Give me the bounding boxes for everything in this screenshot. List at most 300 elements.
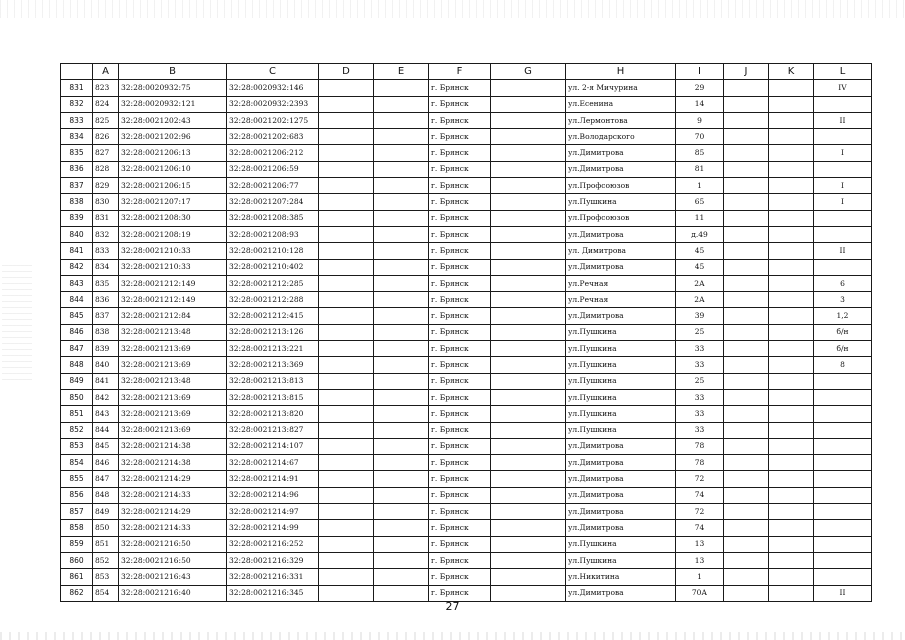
- table-cell[interactable]: [374, 438, 429, 454]
- table-cell[interactable]: 25: [676, 373, 724, 389]
- table-cell[interactable]: [724, 357, 769, 373]
- table-cell[interactable]: ул.Пушкина: [566, 536, 676, 552]
- table-cell[interactable]: 78: [676, 438, 724, 454]
- table-cell[interactable]: 72: [676, 471, 724, 487]
- table-cell[interactable]: г. Брянск: [429, 569, 491, 585]
- table-cell[interactable]: 32:28:0021214:29: [119, 504, 227, 520]
- table-cell[interactable]: г. Брянск: [429, 341, 491, 357]
- table-cell[interactable]: [374, 96, 429, 112]
- table-cell[interactable]: 32:28:0020932:2393: [227, 96, 319, 112]
- table-cell[interactable]: [491, 585, 566, 601]
- table-cell[interactable]: ул.Профсоюзов: [566, 178, 676, 194]
- table-cell[interactable]: [769, 373, 814, 389]
- column-header[interactable]: K: [769, 64, 814, 80]
- table-cell[interactable]: [491, 406, 566, 422]
- column-header[interactable]: J: [724, 64, 769, 80]
- table-cell[interactable]: 81: [676, 161, 724, 177]
- table-cell[interactable]: [769, 145, 814, 161]
- row-number[interactable]: 835: [61, 145, 93, 161]
- table-cell[interactable]: [374, 145, 429, 161]
- table-cell[interactable]: I: [814, 194, 872, 210]
- table-cell[interactable]: [374, 487, 429, 503]
- row-number[interactable]: 852: [61, 422, 93, 438]
- table-cell[interactable]: [814, 471, 872, 487]
- table-cell[interactable]: г. Брянск: [429, 210, 491, 226]
- table-cell[interactable]: 32:28:0021214:38: [119, 438, 227, 454]
- table-cell[interactable]: [814, 406, 872, 422]
- table-cell[interactable]: [724, 389, 769, 405]
- table-cell[interactable]: ул. 2-я Мичурина: [566, 80, 676, 96]
- table-cell[interactable]: [374, 585, 429, 601]
- table-cell[interactable]: г. Брянск: [429, 324, 491, 340]
- table-cell[interactable]: 70А: [676, 585, 724, 601]
- table-cell[interactable]: ул.Профсоюзов: [566, 210, 676, 226]
- table-cell[interactable]: [319, 357, 374, 373]
- table-cell[interactable]: [724, 210, 769, 226]
- table-cell[interactable]: [374, 324, 429, 340]
- table-cell[interactable]: 13: [676, 536, 724, 552]
- table-cell[interactable]: [769, 161, 814, 177]
- table-cell[interactable]: 32:28:0021214:67: [227, 455, 319, 471]
- row-number[interactable]: 842: [61, 259, 93, 275]
- table-cell[interactable]: 841: [93, 373, 119, 389]
- table-cell[interactable]: 827: [93, 145, 119, 161]
- table-cell[interactable]: 32:28:0021206:13: [119, 145, 227, 161]
- table-cell[interactable]: 32:28:0021214:38: [119, 455, 227, 471]
- table-cell[interactable]: ул.Пушкина: [566, 373, 676, 389]
- table-cell[interactable]: 1: [676, 569, 724, 585]
- table-cell[interactable]: [491, 552, 566, 568]
- table-cell[interactable]: 32:28:0021202:43: [119, 112, 227, 128]
- table-cell[interactable]: [769, 80, 814, 96]
- table-cell[interactable]: г. Брянск: [429, 406, 491, 422]
- table-cell[interactable]: [491, 210, 566, 226]
- table-cell[interactable]: г. Брянск: [429, 504, 491, 520]
- table-cell[interactable]: [491, 471, 566, 487]
- table-cell[interactable]: 45: [676, 243, 724, 259]
- table-cell[interactable]: [724, 422, 769, 438]
- table-cell[interactable]: 844: [93, 422, 119, 438]
- table-cell[interactable]: г. Брянск: [429, 129, 491, 145]
- table-cell[interactable]: [374, 194, 429, 210]
- table-cell[interactable]: 25: [676, 324, 724, 340]
- table-cell[interactable]: [374, 389, 429, 405]
- table-cell[interactable]: 32:28:0021206:59: [227, 161, 319, 177]
- table-cell[interactable]: г. Брянск: [429, 357, 491, 373]
- table-cell[interactable]: 32:28:0021213:815: [227, 389, 319, 405]
- table-cell[interactable]: [491, 275, 566, 291]
- table-cell[interactable]: [374, 226, 429, 242]
- table-cell[interactable]: [769, 585, 814, 601]
- table-cell[interactable]: [319, 406, 374, 422]
- table-cell[interactable]: 32:28:0021212:149: [119, 275, 227, 291]
- table-cell[interactable]: 33: [676, 357, 724, 373]
- table-cell[interactable]: [769, 259, 814, 275]
- table-cell[interactable]: 74: [676, 520, 724, 536]
- table-cell[interactable]: [724, 324, 769, 340]
- table-cell[interactable]: [769, 308, 814, 324]
- table-cell[interactable]: [724, 308, 769, 324]
- table-cell[interactable]: 32:28:0021213:827: [227, 422, 319, 438]
- table-cell[interactable]: 32:28:0021213:69: [119, 389, 227, 405]
- row-number[interactable]: 846: [61, 324, 93, 340]
- table-cell[interactable]: [319, 487, 374, 503]
- row-number[interactable]: 854: [61, 455, 93, 471]
- table-cell[interactable]: [769, 129, 814, 145]
- table-cell[interactable]: [319, 389, 374, 405]
- table-cell[interactable]: [769, 455, 814, 471]
- table-cell[interactable]: 32:28:0021216:252: [227, 536, 319, 552]
- table-cell[interactable]: [374, 471, 429, 487]
- table-cell[interactable]: [769, 389, 814, 405]
- table-cell[interactable]: [724, 406, 769, 422]
- table-cell[interactable]: 45: [676, 259, 724, 275]
- table-cell[interactable]: г. Брянск: [429, 80, 491, 96]
- row-number[interactable]: 853: [61, 438, 93, 454]
- table-cell[interactable]: [319, 471, 374, 487]
- table-cell[interactable]: г. Брянск: [429, 178, 491, 194]
- table-cell[interactable]: [814, 422, 872, 438]
- row-number[interactable]: 861: [61, 569, 93, 585]
- column-header[interactable]: D: [319, 64, 374, 80]
- table-cell[interactable]: 837: [93, 308, 119, 324]
- row-number[interactable]: 851: [61, 406, 93, 422]
- table-cell[interactable]: ул.Пушкина: [566, 406, 676, 422]
- table-cell[interactable]: [724, 259, 769, 275]
- table-cell[interactable]: ул.Пушкина: [566, 389, 676, 405]
- table-cell[interactable]: ул.Димитрова: [566, 308, 676, 324]
- table-cell[interactable]: 32:28:0021213:48: [119, 373, 227, 389]
- table-cell[interactable]: [374, 520, 429, 536]
- table-cell[interactable]: 85: [676, 145, 724, 161]
- table-cell[interactable]: [491, 569, 566, 585]
- table-cell[interactable]: [319, 226, 374, 242]
- table-cell[interactable]: [724, 112, 769, 128]
- table-cell[interactable]: [319, 259, 374, 275]
- table-cell[interactable]: г. Брянск: [429, 389, 491, 405]
- table-cell[interactable]: [724, 455, 769, 471]
- table-cell[interactable]: 2А: [676, 275, 724, 291]
- row-number[interactable]: 834: [61, 129, 93, 145]
- table-cell[interactable]: 824: [93, 96, 119, 112]
- table-cell[interactable]: 1: [676, 178, 724, 194]
- table-cell[interactable]: [319, 341, 374, 357]
- table-cell[interactable]: [769, 178, 814, 194]
- table-cell[interactable]: 78: [676, 455, 724, 471]
- table-cell[interactable]: 32:28:0021208:93: [227, 226, 319, 242]
- table-cell[interactable]: 32:28:0020932:146: [227, 80, 319, 96]
- table-cell[interactable]: [724, 569, 769, 585]
- row-number[interactable]: 839: [61, 210, 93, 226]
- table-cell[interactable]: [814, 210, 872, 226]
- table-cell[interactable]: 70: [676, 129, 724, 145]
- table-cell[interactable]: [319, 80, 374, 96]
- table-cell[interactable]: 32:28:0021212:84: [119, 308, 227, 324]
- table-cell[interactable]: г. Брянск: [429, 243, 491, 259]
- row-number[interactable]: 832: [61, 96, 93, 112]
- table-cell[interactable]: 32:28:0021216:50: [119, 536, 227, 552]
- table-cell[interactable]: [491, 389, 566, 405]
- table-cell[interactable]: 32:28:0021214:99: [227, 520, 319, 536]
- table-cell[interactable]: 32:28:0021214:107: [227, 438, 319, 454]
- table-cell[interactable]: [814, 389, 872, 405]
- table-cell[interactable]: [769, 438, 814, 454]
- table-cell[interactable]: 32:28:0021213:813: [227, 373, 319, 389]
- table-cell[interactable]: 823: [93, 80, 119, 96]
- table-cell[interactable]: 835: [93, 275, 119, 291]
- table-cell[interactable]: 32:28:0021213:69: [119, 406, 227, 422]
- table-cell[interactable]: г. Брянск: [429, 292, 491, 308]
- table-cell[interactable]: [769, 112, 814, 128]
- row-number[interactable]: 841: [61, 243, 93, 259]
- table-cell[interactable]: 33: [676, 389, 724, 405]
- table-cell[interactable]: 11: [676, 210, 724, 226]
- table-cell[interactable]: г. Брянск: [429, 422, 491, 438]
- table-cell[interactable]: [319, 243, 374, 259]
- table-cell[interactable]: [319, 161, 374, 177]
- table-cell[interactable]: ул.Пушкина: [566, 324, 676, 340]
- row-number[interactable]: 855: [61, 471, 93, 487]
- table-cell[interactable]: 826: [93, 129, 119, 145]
- table-cell[interactable]: г. Брянск: [429, 226, 491, 242]
- table-cell[interactable]: [374, 504, 429, 520]
- table-cell[interactable]: [374, 373, 429, 389]
- table-cell[interactable]: [724, 96, 769, 112]
- table-cell[interactable]: [319, 422, 374, 438]
- table-cell[interactable]: [724, 275, 769, 291]
- table-cell[interactable]: [769, 471, 814, 487]
- table-cell[interactable]: [374, 552, 429, 568]
- row-number[interactable]: 857: [61, 504, 93, 520]
- row-number[interactable]: 862: [61, 585, 93, 601]
- table-cell[interactable]: 836: [93, 292, 119, 308]
- column-header[interactable]: C: [227, 64, 319, 80]
- table-cell[interactable]: [491, 259, 566, 275]
- table-cell[interactable]: [769, 406, 814, 422]
- table-cell[interactable]: 32:28:0021207:284: [227, 194, 319, 210]
- table-cell[interactable]: [374, 341, 429, 357]
- table-cell[interactable]: I: [814, 178, 872, 194]
- table-cell[interactable]: [319, 552, 374, 568]
- table-cell[interactable]: [724, 194, 769, 210]
- table-cell[interactable]: [374, 80, 429, 96]
- table-cell[interactable]: б/н: [814, 341, 872, 357]
- table-cell[interactable]: д.49: [676, 226, 724, 242]
- table-cell[interactable]: [319, 210, 374, 226]
- table-cell[interactable]: [814, 129, 872, 145]
- table-cell[interactable]: ул.Димитрова: [566, 487, 676, 503]
- table-cell[interactable]: 849: [93, 504, 119, 520]
- table-cell[interactable]: [769, 243, 814, 259]
- table-cell[interactable]: [319, 129, 374, 145]
- table-cell[interactable]: [724, 292, 769, 308]
- table-cell[interactable]: [491, 357, 566, 373]
- table-cell[interactable]: [769, 275, 814, 291]
- table-cell[interactable]: [374, 275, 429, 291]
- table-cell[interactable]: [769, 536, 814, 552]
- table-cell[interactable]: 33: [676, 406, 724, 422]
- table-cell[interactable]: [814, 259, 872, 275]
- table-cell[interactable]: г. Брянск: [429, 161, 491, 177]
- table-cell[interactable]: [724, 373, 769, 389]
- table-cell[interactable]: [319, 96, 374, 112]
- table-cell[interactable]: г. Брянск: [429, 536, 491, 552]
- table-cell[interactable]: [374, 536, 429, 552]
- corner-header[interactable]: [61, 64, 93, 80]
- table-cell[interactable]: [374, 161, 429, 177]
- table-cell[interactable]: II: [814, 585, 872, 601]
- table-cell[interactable]: 3: [814, 292, 872, 308]
- table-cell[interactable]: [724, 438, 769, 454]
- table-cell[interactable]: [491, 536, 566, 552]
- table-cell[interactable]: [724, 243, 769, 259]
- table-cell[interactable]: [374, 406, 429, 422]
- column-header[interactable]: H: [566, 64, 676, 80]
- table-cell[interactable]: [814, 487, 872, 503]
- table-cell[interactable]: [769, 324, 814, 340]
- table-cell[interactable]: [491, 455, 566, 471]
- row-number[interactable]: 849: [61, 373, 93, 389]
- table-cell[interactable]: 33: [676, 422, 724, 438]
- table-cell[interactable]: [491, 292, 566, 308]
- table-cell[interactable]: [319, 569, 374, 585]
- table-cell[interactable]: [814, 226, 872, 242]
- table-cell[interactable]: [491, 96, 566, 112]
- row-number[interactable]: 831: [61, 80, 93, 96]
- table-cell[interactable]: [319, 585, 374, 601]
- table-cell[interactable]: [814, 552, 872, 568]
- table-cell[interactable]: г. Брянск: [429, 585, 491, 601]
- table-cell[interactable]: [769, 422, 814, 438]
- table-cell[interactable]: [724, 520, 769, 536]
- table-cell[interactable]: 834: [93, 259, 119, 275]
- table-cell[interactable]: [769, 357, 814, 373]
- table-cell[interactable]: 32:28:0021212:149: [119, 292, 227, 308]
- table-cell[interactable]: [724, 487, 769, 503]
- table-cell[interactable]: [319, 324, 374, 340]
- table-cell[interactable]: [769, 292, 814, 308]
- table-cell[interactable]: ул.Пушкина: [566, 422, 676, 438]
- table-cell[interactable]: ул.Димитрова: [566, 585, 676, 601]
- table-cell[interactable]: [319, 536, 374, 552]
- table-cell[interactable]: ул.Димитрова: [566, 438, 676, 454]
- table-cell[interactable]: [491, 438, 566, 454]
- table-cell[interactable]: [319, 275, 374, 291]
- table-cell[interactable]: 32:28:0021202:96: [119, 129, 227, 145]
- table-cell[interactable]: 32:28:0021202:1275: [227, 112, 319, 128]
- table-cell[interactable]: [814, 520, 872, 536]
- table-cell[interactable]: 851: [93, 536, 119, 552]
- table-cell[interactable]: [374, 210, 429, 226]
- table-cell[interactable]: 32:28:0021216:50: [119, 552, 227, 568]
- table-cell[interactable]: 32:28:0021213:126: [227, 324, 319, 340]
- row-number[interactable]: 858: [61, 520, 93, 536]
- table-cell[interactable]: б/н: [814, 324, 872, 340]
- table-cell[interactable]: [319, 520, 374, 536]
- table-cell[interactable]: 840: [93, 357, 119, 373]
- table-cell[interactable]: [724, 226, 769, 242]
- table-cell[interactable]: [374, 243, 429, 259]
- table-cell[interactable]: [491, 112, 566, 128]
- table-cell[interactable]: 831: [93, 210, 119, 226]
- table-cell[interactable]: 2А: [676, 292, 724, 308]
- table-cell[interactable]: 32:28:0021213:820: [227, 406, 319, 422]
- table-cell[interactable]: ул.Димитрова: [566, 226, 676, 242]
- table-cell[interactable]: 72: [676, 504, 724, 520]
- row-number[interactable]: 850: [61, 389, 93, 405]
- row-number[interactable]: 843: [61, 275, 93, 291]
- column-header[interactable]: L: [814, 64, 872, 80]
- table-cell[interactable]: г. Брянск: [429, 471, 491, 487]
- column-header[interactable]: G: [491, 64, 566, 80]
- column-header[interactable]: F: [429, 64, 491, 80]
- table-cell[interactable]: [724, 341, 769, 357]
- table-cell[interactable]: [769, 210, 814, 226]
- table-cell[interactable]: 33: [676, 341, 724, 357]
- table-cell[interactable]: [724, 145, 769, 161]
- table-cell[interactable]: [491, 504, 566, 520]
- table-cell[interactable]: [814, 438, 872, 454]
- table-cell[interactable]: [491, 129, 566, 145]
- row-number[interactable]: 848: [61, 357, 93, 373]
- table-cell[interactable]: 32:28:0021202:683: [227, 129, 319, 145]
- table-cell[interactable]: г. Брянск: [429, 112, 491, 128]
- table-cell[interactable]: ул.Димитрова: [566, 161, 676, 177]
- table-cell[interactable]: 13: [676, 552, 724, 568]
- table-cell[interactable]: [491, 422, 566, 438]
- table-cell[interactable]: I: [814, 145, 872, 161]
- table-cell[interactable]: [374, 112, 429, 128]
- table-cell[interactable]: 32:28:0021213:48: [119, 324, 227, 340]
- table-cell[interactable]: [814, 504, 872, 520]
- table-cell[interactable]: 32:28:0021210:33: [119, 243, 227, 259]
- table-cell[interactable]: 32:28:0021208:385: [227, 210, 319, 226]
- table-cell[interactable]: 842: [93, 389, 119, 405]
- table-cell[interactable]: II: [814, 112, 872, 128]
- table-cell[interactable]: [724, 504, 769, 520]
- table-cell[interactable]: [319, 373, 374, 389]
- table-cell[interactable]: г. Брянск: [429, 438, 491, 454]
- table-cell[interactable]: [724, 536, 769, 552]
- table-cell[interactable]: [814, 161, 872, 177]
- table-cell[interactable]: г. Брянск: [429, 259, 491, 275]
- row-number[interactable]: 836: [61, 161, 93, 177]
- table-cell[interactable]: 32:28:0021214:97: [227, 504, 319, 520]
- table-cell[interactable]: [374, 178, 429, 194]
- table-cell[interactable]: 32:28:0020932:121: [119, 96, 227, 112]
- table-cell[interactable]: 32:28:0021210:402: [227, 259, 319, 275]
- table-cell[interactable]: [491, 80, 566, 96]
- table-cell[interactable]: [724, 178, 769, 194]
- table-cell[interactable]: [724, 552, 769, 568]
- table-cell[interactable]: 32:28:0021206:10: [119, 161, 227, 177]
- table-cell[interactable]: [319, 112, 374, 128]
- table-cell[interactable]: [319, 292, 374, 308]
- table-cell[interactable]: 29: [676, 80, 724, 96]
- table-cell[interactable]: ул.Пушкина: [566, 357, 676, 373]
- table-cell[interactable]: [319, 194, 374, 210]
- table-cell[interactable]: [374, 422, 429, 438]
- table-cell[interactable]: [374, 308, 429, 324]
- table-cell[interactable]: 8: [814, 357, 872, 373]
- row-number[interactable]: 844: [61, 292, 93, 308]
- table-cell[interactable]: [491, 308, 566, 324]
- table-cell[interactable]: ул.Димитрова: [566, 145, 676, 161]
- table-cell[interactable]: 1,2: [814, 308, 872, 324]
- table-cell[interactable]: 828: [93, 161, 119, 177]
- table-cell[interactable]: [319, 178, 374, 194]
- table-cell[interactable]: 32:28:0021213:221: [227, 341, 319, 357]
